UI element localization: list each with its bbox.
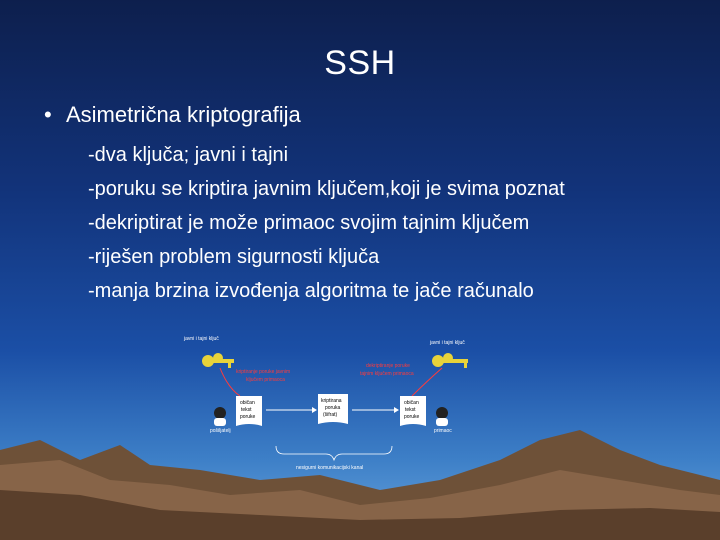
document-icon [318, 394, 348, 424]
bullet-item [44, 102, 301, 128]
doc-middle-line: kriptirana [321, 398, 342, 404]
doc-middle-line: (šifrat) [323, 412, 338, 418]
diagram-label-right-top: javni i tajni ključ [430, 340, 465, 346]
doc-right-line: poruke [404, 414, 420, 420]
sub-item: -dekriptirat je može primaoc svojim tajnim ključem [88, 212, 530, 234]
arrow-icon [352, 407, 399, 413]
brace-icon [276, 446, 392, 460]
diagram-person-right: primaoc [434, 428, 452, 434]
arrow-icon [412, 368, 442, 396]
slide-title: SSH [324, 44, 396, 82]
sub-item: -manja brzina izvođenja algoritma te jače računalo [88, 280, 534, 302]
doc-left-line: običan [240, 400, 255, 406]
document-icon [400, 396, 426, 426]
doc-right-line: običan [404, 400, 419, 406]
sub-item: -dva ključa; javni i tajni [88, 144, 289, 166]
doc-left-line: tekst [241, 407, 252, 413]
diagram-bottom-label: nesigurni komunikacijski kanal [296, 465, 364, 471]
key-icon [432, 353, 468, 368]
diagram-label-right-red-2: tajnim ključem primaoca [360, 371, 414, 377]
doc-right-line: tekst [405, 407, 416, 413]
doc-middle-line: poruka [325, 405, 341, 411]
diagram-label-left-red-2: ključem primaoca [246, 377, 285, 383]
sub-item: -poruku se kriptira javnim ključem,koji je svima poznat [88, 178, 565, 200]
bullet-text: Asimetrična kriptografija [66, 102, 301, 127]
sub-item: -riješen problem sigurnosti ključa [88, 246, 380, 268]
doc-left-line: poruke [240, 414, 256, 420]
encryption-diagram [180, 328, 500, 478]
person-icon [214, 407, 226, 426]
bullet-symbol: • [44, 102, 52, 127]
key-icon [202, 353, 234, 368]
diagram-person-left: pošiljatelj [210, 428, 231, 434]
diagram-label-right-red-1: dekriptiranje poruke [366, 363, 410, 369]
arrow-icon [266, 407, 317, 413]
person-icon [436, 407, 448, 426]
diagram-label-left-red-1: kriptiranje poruke javnim [236, 369, 291, 375]
diagram-label-left-top: javni i tajni ključ [184, 336, 219, 342]
document-icon [236, 396, 262, 426]
